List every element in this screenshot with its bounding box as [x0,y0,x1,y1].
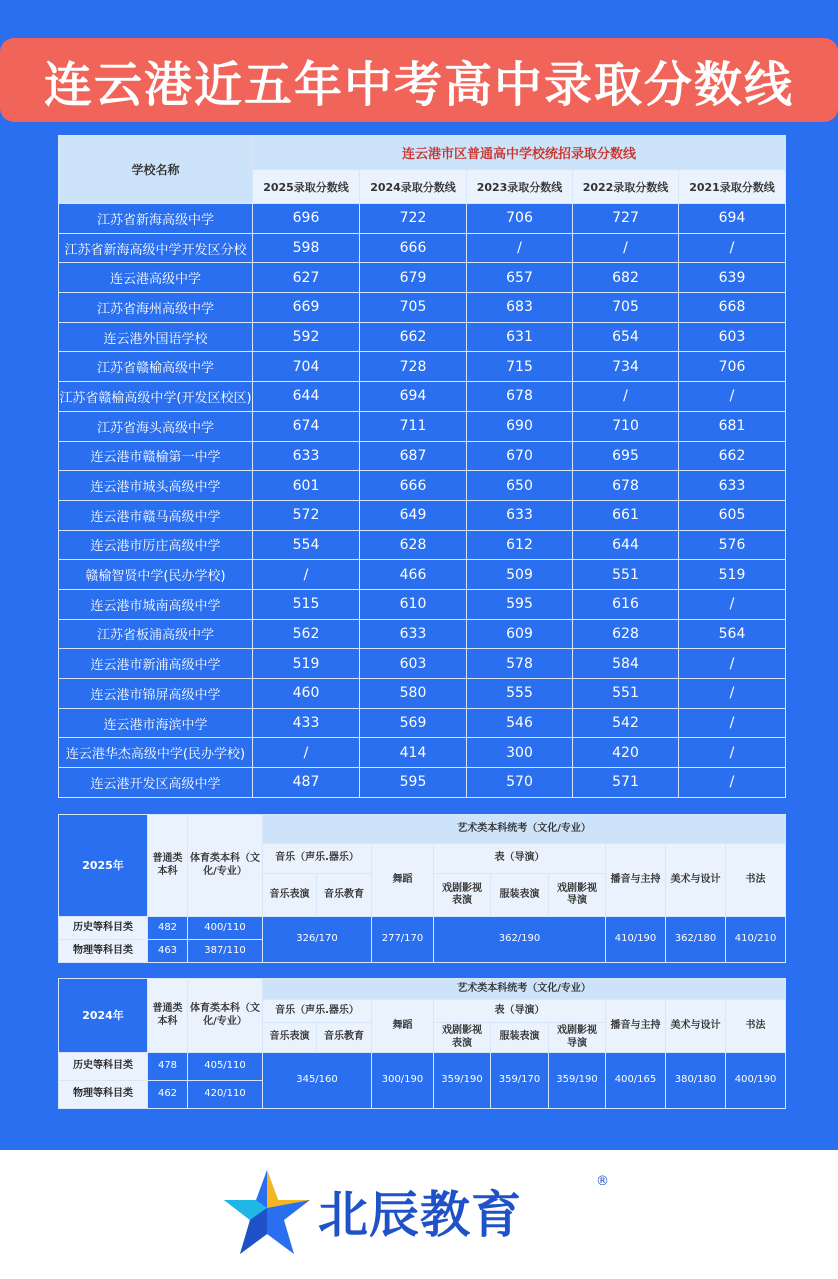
history-category: 历史等科目类 [59,1053,148,1081]
score-cell: / [253,560,360,590]
physics-sports-score: 387/110 [188,940,263,963]
score-cell: 601 [253,471,360,501]
table-row [59,441,786,471]
score-cell: 696 [253,204,360,234]
score-cell: 662 [679,441,786,471]
table-row [59,560,786,590]
art-header: 艺术类本科统考（文化/专业） [263,815,786,844]
music-perf-header: 音乐表演 [263,1023,317,1053]
score-cell: 687 [360,441,467,471]
score-cell: 695 [573,441,679,471]
table-row [59,233,786,263]
score-cell: 551 [573,560,679,590]
registered-mark: ® [596,1174,609,1189]
score-cell: 628 [360,530,467,560]
costume-header: 服装表演 [491,1023,549,1053]
drama-dir-header: 戏剧影视导演 [549,874,606,917]
score-cell: 633 [679,471,786,501]
regular-header: 普通类本科 [148,979,188,1053]
fine-art-header: 美术与设计 [666,1000,726,1053]
score-cell: / [679,649,786,679]
score-cell: 649 [360,500,467,530]
table-row [59,411,786,441]
table-row [59,322,786,352]
score-cell: 633 [360,619,467,649]
school-name: 连云港市厉庄高级中学 [59,530,253,560]
score-cell: 616 [573,589,679,619]
score-cell: 670 [467,441,573,471]
brand-name: 北辰教育 [318,1186,522,1244]
score-cell: / [679,768,786,798]
score-cell: 666 [360,471,467,501]
calligraphy-score: 400/190 [726,1053,786,1109]
school-name: 连云港市城头高级中学 [59,471,253,501]
drama-dir-score: 359/190 [549,1053,606,1109]
table-row [59,382,786,412]
costume-header: 服装表演 [491,874,549,917]
history-regular-score: 478 [148,1053,188,1081]
art-table-2025 [58,814,786,963]
dance-score: 277/170 [372,917,434,963]
score-cell: 584 [573,649,679,679]
score-cell: / [253,738,360,768]
score-cell: 610 [360,589,467,619]
score-cell: 564 [679,619,786,649]
year-header: 2022录取分数线 [573,170,679,204]
score-cell: 569 [360,708,467,738]
score-cell: 603 [679,322,786,352]
table-row [59,708,786,738]
score-cell: 631 [467,322,573,352]
score-cell: 628 [573,619,679,649]
school-name: 连云港市城南高级中学 [59,589,253,619]
table-row [59,204,786,234]
score-cell: 694 [360,382,467,412]
score-cell: 678 [467,382,573,412]
costume-score: 359/170 [491,1053,549,1109]
school-name: 连云港市赣榆第一中学 [59,441,253,471]
table-row [59,471,786,501]
physics-category: 物理等科目类 [59,1081,148,1109]
score-cell: 715 [467,352,573,382]
score-cell: 681 [679,411,786,441]
drama-film-header: 戏剧影视表演 [434,874,491,917]
score-cell: 706 [467,204,573,234]
score-cell: 727 [573,204,679,234]
music-edu-header: 音乐教育 [317,874,372,917]
score-cell: 562 [253,619,360,649]
school-name: 赣榆智贤中学(民办学校) [59,560,253,590]
star-logo-icon [222,1168,312,1256]
drama-header: 表（导演） [434,844,606,874]
score-cell: 578 [467,649,573,679]
score-cell: 466 [360,560,467,590]
score-cell: 734 [573,352,679,382]
fine-art-header: 美术与设计 [666,844,726,917]
drama-score: 362/190 [434,917,606,963]
drama-film-header: 戏剧影视表演 [434,1023,491,1053]
music-edu-header: 音乐教育 [317,1023,372,1053]
table-row [59,619,786,649]
score-cell: 572 [253,500,360,530]
table-row [59,293,786,323]
school-name: 连云港高级中学 [59,263,253,293]
score-cell: 678 [573,471,679,501]
score-cell: 657 [467,263,573,293]
music-header: 音乐（声乐.器乐） [263,844,372,874]
score-cell: / [679,233,786,263]
year-label: 2024年 [59,979,148,1053]
score-cell: 728 [360,352,467,382]
school-name: 连云港市赣马高级中学 [59,500,253,530]
school-name: 江苏省赣榆高级中学 [59,352,253,382]
score-cell: 598 [253,233,360,263]
sports-header: 体育类本科（文化/专业） [188,979,263,1053]
physics-category: 物理等科目类 [59,940,148,963]
score-cell: 609 [467,619,573,649]
score-cell: 546 [467,708,573,738]
broadcast-score: 410/190 [606,917,666,963]
art-header: 艺术类本科统考（文化/专业） [263,979,786,1000]
score-cell: 300 [467,738,573,768]
table-row [59,500,786,530]
score-cell: 644 [253,382,360,412]
history-category: 历史等科目类 [59,917,148,940]
year-header: 2021录取分数线 [679,170,786,204]
drama-dir-header: 戏剧影视导演 [549,1023,606,1053]
title-banner [0,38,838,122]
score-cell: 509 [467,560,573,590]
broadcast-header: 播音与主持 [606,844,666,917]
regular-header: 普通类本科 [148,815,188,917]
score-cell: 515 [253,589,360,619]
table-row [59,263,786,293]
broadcast-score: 400/165 [606,1053,666,1109]
physics-regular-score: 462 [148,1081,188,1109]
score-cell: 654 [573,322,679,352]
score-cell: 704 [253,352,360,382]
fine-art-score: 362/180 [666,917,726,963]
score-cell: 705 [360,293,467,323]
history-sports-score: 400/110 [188,917,263,940]
table-row [59,530,786,560]
school-name-header: 学校名称 [59,136,253,204]
history-sports-score: 405/110 [188,1053,263,1081]
score-cell: / [679,679,786,709]
score-cell: 519 [679,560,786,590]
score-cell: / [679,382,786,412]
score-cell: 542 [573,708,679,738]
score-cell: 683 [467,293,573,323]
score-cell: 420 [573,738,679,768]
calligraphy-score: 410/210 [726,917,786,963]
score-cell: 674 [253,411,360,441]
school-name: 江苏省赣榆高级中学(开发区校区) [59,382,253,412]
year-header: 2023录取分数线 [467,170,573,204]
score-cell: 661 [573,500,679,530]
score-cell: 580 [360,679,467,709]
fine-art-score: 380/180 [666,1053,726,1109]
score-cell: 460 [253,679,360,709]
year-header: 2025录取分数线 [253,170,360,204]
table-row [59,352,786,382]
score-cell: 639 [679,263,786,293]
score-cell: 633 [467,500,573,530]
music-header: 音乐（声乐.器乐） [263,1000,372,1023]
music-perf-header: 音乐表演 [263,874,317,917]
score-cell: 666 [360,233,467,263]
score-cell: / [573,382,679,412]
calligraphy-header: 书法 [726,844,786,917]
table-row [59,738,786,768]
score-cell: 706 [679,352,786,382]
music-score: 326/170 [263,917,372,963]
score-cell: / [467,233,573,263]
score-cell: 576 [679,530,786,560]
score-cell: 679 [360,263,467,293]
table-row [59,589,786,619]
school-name: 连云港市海滨中学 [59,708,253,738]
score-cell: 592 [253,322,360,352]
score-cell: 551 [573,679,679,709]
score-cell: 487 [253,768,360,798]
score-cell: 433 [253,708,360,738]
school-name: 江苏省新海高级中学开发区分校 [59,233,253,263]
group-header: 连云港市区普通高中学校统招录取分数线 [253,136,786,170]
score-cell: / [679,708,786,738]
physics-regular-score: 463 [148,940,188,963]
score-cell: 570 [467,768,573,798]
school-name: 连云港开发区高级中学 [59,768,253,798]
history-regular-score: 482 [148,917,188,940]
score-cell: 612 [467,530,573,560]
score-cell: 690 [467,411,573,441]
score-cell: 603 [360,649,467,679]
school-name: 连云港外国语学校 [59,322,253,352]
physics-sports-score: 420/110 [188,1081,263,1109]
score-cell: / [679,589,786,619]
calligraphy-header: 书法 [726,1000,786,1053]
score-cell: 650 [467,471,573,501]
school-name: 江苏省海头高级中学 [59,411,253,441]
page-title: 连云港近五年中考高中录取分数线 [43,56,794,113]
score-cell: 555 [467,679,573,709]
school-name: 江苏省新海高级中学 [59,204,253,234]
score-cell: / [679,738,786,768]
score-cell: 705 [573,293,679,323]
dance-score: 300/190 [372,1053,434,1109]
score-cell: 414 [360,738,467,768]
score-cell: 694 [679,204,786,234]
score-cell: 669 [253,293,360,323]
score-cell: 644 [573,530,679,560]
score-cell: 682 [573,263,679,293]
score-cell: 571 [573,768,679,798]
year-header: 2024录取分数线 [360,170,467,204]
school-name: 连云港华杰高级中学(民办学校) [59,738,253,768]
table-row [59,768,786,798]
score-cell: 722 [360,204,467,234]
score-cell: 711 [360,411,467,441]
broadcast-header: 播音与主持 [606,1000,666,1053]
score-cell: 633 [253,441,360,471]
drama-header: 表（导演） [434,1000,606,1023]
score-cell: 668 [679,293,786,323]
table-row [59,679,786,709]
school-name: 连云港市新浦高级中学 [59,649,253,679]
sports-header: 体育类本科（文化/专业） [188,815,263,917]
main-score-table [58,135,786,798]
score-cell: 710 [573,411,679,441]
dance-header: 舞蹈 [372,1000,434,1053]
score-cell: 519 [253,649,360,679]
music-score: 345/160 [263,1053,372,1109]
table-row [59,649,786,679]
year-label: 2025年 [59,815,148,917]
school-name: 连云港市锦屏高级中学 [59,679,253,709]
dance-header: 舞蹈 [372,844,434,917]
school-name: 江苏省海州高级中学 [59,293,253,323]
score-cell: / [573,233,679,263]
score-cell: 605 [679,500,786,530]
score-cell: 595 [360,768,467,798]
score-cell: 595 [467,589,573,619]
school-name: 江苏省板浦高级中学 [59,619,253,649]
drama-film-score: 359/190 [434,1053,491,1109]
score-cell: 662 [360,322,467,352]
art-table-2024 [58,978,786,1109]
score-cell: 554 [253,530,360,560]
score-cell: 627 [253,263,360,293]
